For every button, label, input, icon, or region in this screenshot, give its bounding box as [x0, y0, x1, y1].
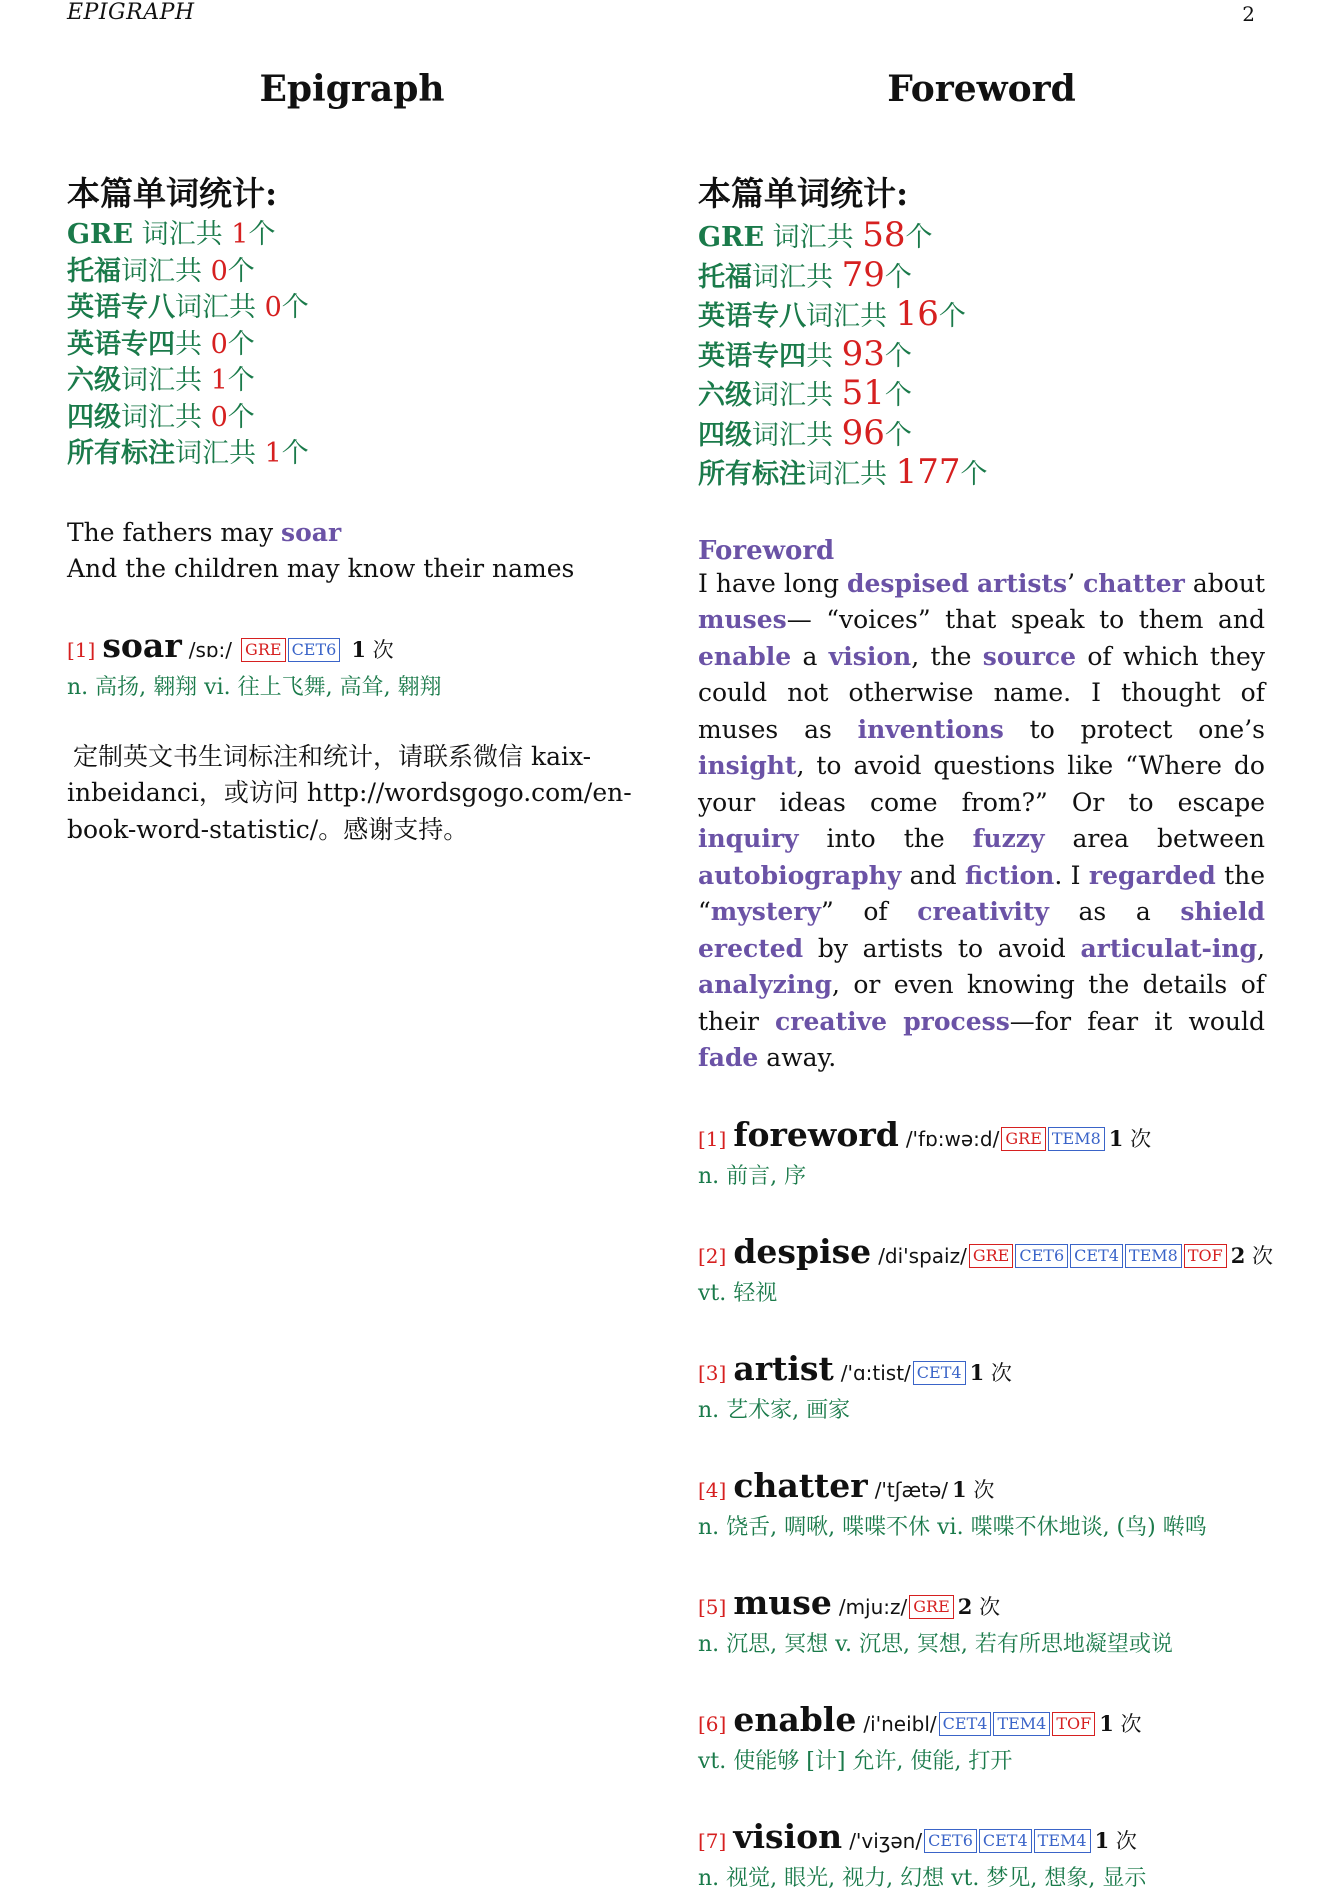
stat-line	[67, 217, 637, 254]
vocab-entry-head	[698, 1466, 1265, 1511]
stat-name: 所有标注	[67, 438, 175, 469]
text-run: into the	[798, 824, 973, 853]
occurrence-unit: 次	[972, 1594, 1001, 1619]
vocab-word: fiction	[965, 860, 1055, 890]
occurrence-unit: 次	[984, 1360, 1012, 1385]
occurrence-unit: 次	[966, 1477, 995, 1502]
vocab-entry	[698, 1583, 1265, 1662]
stat-unit: 个	[960, 459, 988, 490]
stat-label: 词汇共	[806, 301, 896, 332]
occurrence-count: 1	[1099, 1710, 1114, 1736]
text-run: the “	[698, 860, 1266, 926]
vocab-word: erected	[698, 933, 804, 963]
stat-line	[698, 375, 1265, 415]
definition: n. 饶舌, 啁啾, 喋喋不休 vi. 喋喋不休地谈, (鸟) 啭鸣	[698, 1514, 1207, 1540]
stat-line	[67, 400, 637, 437]
stat-line	[698, 296, 1265, 336]
text-run: I have long	[698, 568, 848, 598]
page-number: 2	[1242, 2, 1255, 26]
vocab-word: process	[903, 1006, 1010, 1036]
stat-count: 58	[862, 215, 906, 255]
definition: n. 前言, 序	[698, 1163, 807, 1189]
stat-line	[67, 327, 637, 364]
text-run: as a	[1048, 897, 1181, 926]
epigraph-title: Epigraph	[259, 68, 445, 110]
stat-label: 词汇共	[752, 261, 842, 293]
stat-name: GRE	[67, 219, 134, 250]
entry-index: [4]	[698, 1477, 727, 1502]
tag-list	[967, 1244, 1227, 1269]
text-run: and	[901, 860, 966, 890]
definition: vt. 轻视	[698, 1280, 778, 1306]
stat-count: 79	[841, 254, 885, 295]
stat-unit: 个	[227, 255, 255, 287]
vocab-entry	[67, 626, 637, 705]
stat-label: 词汇共	[175, 292, 265, 323]
pronunciation: /'ɑ:tist/	[840, 1360, 911, 1385]
stat-unit: 个	[227, 365, 255, 396]
tag-list	[937, 1712, 1096, 1737]
headword: despise	[733, 1231, 872, 1271]
vocab-entry-head	[698, 1349, 1265, 1394]
occurrence-count: 2	[1230, 1242, 1246, 1268]
text-run: ,	[1257, 933, 1265, 963]
occurrence-count: 1	[1108, 1125, 1124, 1151]
text-run: away.	[758, 1043, 837, 1072]
entry-index: [7]	[698, 1828, 727, 1853]
foreword-paragraph	[698, 566, 1265, 1077]
vocab-word: fade	[698, 1043, 759, 1072]
pronunciation: /'tʃætə/	[874, 1477, 949, 1502]
vocab-entry-head	[698, 1583, 1265, 1628]
exam-tag: GRE	[241, 638, 286, 662]
occurrence-count: 1	[351, 636, 366, 662]
epigraph-column	[67, 60, 637, 848]
stat-line	[698, 454, 1265, 494]
entry-index: [3]	[698, 1360, 727, 1385]
stat-line	[698, 217, 1265, 257]
text-run	[969, 569, 977, 598]
vocab-entry	[698, 1231, 1274, 1311]
occurrence-unit: 次	[365, 637, 394, 662]
stat-line	[67, 436, 637, 473]
vocab-word: articulat-ing	[1080, 933, 1258, 963]
stat-name: 四级	[67, 401, 121, 433]
text-run: a	[791, 641, 829, 671]
entry-index: [1]	[67, 637, 96, 662]
headword: foreword	[733, 1114, 899, 1154]
vocab-entry	[698, 1700, 1265, 1779]
vocab-entry-head	[698, 1231, 1274, 1277]
stat-name: 英语专八	[67, 292, 175, 323]
vocab-entry	[698, 1817, 1265, 1896]
vocab-word: mystery	[710, 897, 821, 926]
text-run: — “voices” that speak to them and	[786, 605, 1265, 634]
stat-count: 0	[210, 328, 228, 360]
vocab-word: regarded	[1088, 860, 1216, 890]
headword: muse	[733, 1582, 832, 1622]
stat-count: 51	[841, 373, 885, 413]
stat-name: 六级	[698, 380, 752, 411]
stat-unit: 个	[938, 301, 966, 332]
vocab-word: analyzing	[698, 970, 832, 999]
stat-count: 16	[895, 294, 939, 334]
exam-tag: CET6	[924, 1829, 977, 1853]
contact-note: 定制英文书生词标注和统计，请联系微信 kaix-inbeidanci，或访问 http://wordsgogo.com/en-book-word-statistic/。感谢支持。	[67, 741, 632, 844]
stat-count: 0	[210, 255, 228, 287]
stat-unit: 个	[884, 380, 912, 411]
pronunciation: /'viʒən/	[849, 1828, 923, 1853]
text-run: to protect one’s	[1003, 714, 1265, 744]
exam-tag: TOF	[1184, 1244, 1227, 1268]
stat-name: 六级	[67, 365, 121, 396]
vocab-word: despised	[847, 568, 969, 598]
running-head: EPIGRAPH	[67, 0, 195, 25]
occurrence-unit: 次	[1123, 1126, 1152, 1151]
stats-list	[698, 217, 1265, 494]
stat-label: 词汇共	[806, 459, 896, 490]
vocab-word: inquiry	[698, 824, 799, 853]
definition: n. 高扬, 翱翔 vi. 往上飞舞, 高耸, 翱翔	[67, 674, 442, 700]
occurrence-count: 1	[969, 1359, 985, 1385]
exam-tag: GRE	[1001, 1127, 1046, 1151]
stat-unit: 个	[227, 328, 255, 360]
exam-tag: CET4	[939, 1712, 992, 1736]
headword: vision	[733, 1816, 843, 1856]
vocab-word: insight	[698, 751, 797, 780]
occurrence-unit: 次	[1109, 1828, 1137, 1853]
definition: n. 艺术家, 画家	[698, 1397, 851, 1423]
stat-name: GRE	[698, 222, 765, 253]
stats-title: 本篇单词统计:	[698, 174, 909, 213]
stat-line	[698, 254, 1265, 297]
exam-tag: CET4	[979, 1829, 1032, 1853]
stat-label: 词汇共	[121, 255, 211, 287]
vocab-entries	[698, 1114, 1274, 1896]
vocab-word: creative	[775, 1006, 888, 1036]
text-run: by artists to avoid	[803, 933, 1081, 963]
exam-tag: TEM4	[993, 1712, 1050, 1736]
stat-label: 词汇共	[764, 222, 863, 253]
tag-list	[907, 1595, 954, 1620]
text-run: about	[1184, 568, 1265, 598]
stats-list	[67, 217, 637, 473]
entry-index: [5]	[698, 1594, 727, 1619]
vocab-entry-head	[698, 1115, 1265, 1160]
stat-unit: 个	[227, 401, 255, 433]
text-run: , the	[911, 641, 983, 671]
stat-count: 0	[210, 401, 228, 433]
stat-unit: 个	[884, 419, 912, 451]
stat-line	[698, 412, 1265, 455]
tag-list	[999, 1127, 1104, 1152]
occurrence-unit: 次	[1245, 1243, 1274, 1268]
exam-tag: TOF	[1052, 1712, 1095, 1736]
stat-count: 0	[264, 292, 282, 323]
text-run: area between	[1044, 824, 1265, 853]
tag-list	[239, 638, 340, 663]
occurrence-count: 2	[957, 1593, 973, 1619]
stat-label: 词汇共	[752, 380, 842, 411]
vocab-word: artists	[976, 568, 1068, 598]
vocab-word: shield	[1180, 897, 1265, 926]
text-run: . I	[1054, 860, 1089, 890]
text-run: ’	[1067, 568, 1084, 598]
stat-count: 96	[841, 412, 885, 453]
stat-count: 1	[231, 219, 249, 250]
exam-tag: CET4	[1070, 1244, 1123, 1268]
vocab-entry	[698, 1115, 1265, 1194]
stat-count: 1	[210, 365, 228, 396]
stat-line	[67, 254, 637, 291]
epigraph-poem	[67, 515, 637, 588]
definition: n. 视觉, 眼光, 视力, 幻想 vt. 梦见, 想象, 显示	[698, 1865, 1147, 1891]
stat-count: 1	[264, 438, 282, 469]
occurrence-count: 1	[952, 1476, 967, 1502]
headword: artist	[733, 1348, 834, 1388]
stats-title: 本篇单词统计:	[67, 174, 278, 213]
headword: enable	[733, 1699, 857, 1739]
tag-list	[911, 1361, 966, 1386]
text-run: —for fear it would	[1009, 1006, 1265, 1036]
vocab-entry	[698, 1349, 1265, 1428]
stat-unit: 个	[248, 219, 276, 250]
vocab-word: vision	[828, 641, 912, 671]
vocab-entry-head	[698, 1817, 1265, 1862]
stat-name: 四级	[698, 419, 752, 451]
vocab-word: inventions	[857, 714, 1004, 744]
text-run: of which they could not otherwise name. I thought of muses as	[698, 641, 1265, 744]
stat-name: 所有标注	[698, 459, 806, 490]
entry-index: [6]	[698, 1711, 727, 1736]
stat-count: 93	[841, 333, 885, 374]
vocab-entry	[698, 1466, 1265, 1545]
headword: soar	[102, 625, 182, 665]
stat-label: 词汇共	[133, 219, 232, 250]
stat-name: 英语专四	[698, 340, 806, 372]
entry-index: [2]	[698, 1243, 727, 1268]
foreword-title: Foreword	[887, 68, 1076, 110]
stat-label: 词汇共	[752, 419, 842, 451]
text-run: ” of	[821, 897, 918, 926]
vocab-entry-head	[698, 1700, 1265, 1745]
stat-name: 英语专八	[698, 301, 806, 332]
exam-tag: CET6	[288, 638, 341, 662]
vocab-word: muses	[698, 605, 787, 634]
stat-label: 词汇共	[121, 365, 211, 396]
occurrence-count: 1	[1094, 1827, 1110, 1853]
text-run: , or even knowing the details of their	[698, 970, 1265, 1036]
entry-index: [1]	[698, 1126, 727, 1151]
section-label: Foreword	[698, 535, 835, 566]
vocab-word: autobiography	[698, 860, 902, 890]
stat-line	[67, 290, 637, 327]
exam-tag: TEM8	[1125, 1244, 1182, 1268]
vocab-word: enable	[698, 641, 792, 671]
vocab-word: source	[982, 641, 1076, 671]
poem-line-1: The fathers may soar	[67, 517, 342, 547]
vocab-word: fuzzy	[972, 824, 1045, 853]
stat-label: 词汇共	[121, 401, 211, 433]
epigraph-stats	[67, 168, 637, 473]
stat-count: 177	[895, 452, 961, 492]
stat-unit: 个	[281, 438, 309, 469]
exam-tag: CET4	[913, 1361, 966, 1385]
foreword-column	[698, 60, 1274, 1896]
stat-line	[67, 363, 637, 400]
pronunciation: /mju:z/	[838, 1594, 908, 1619]
stat-label: 共	[175, 328, 211, 360]
definition: n. 沉思, 冥想 v. 沉思, 冥想, 若有所思地凝望或说	[698, 1631, 1173, 1657]
pronunciation: /sɒ:/	[188, 637, 233, 662]
definition: vt. 使能够 [计] 允许, 使能, 打开	[698, 1748, 1013, 1774]
foreword-stats	[698, 168, 1265, 494]
stat-label: 共	[806, 340, 842, 372]
pronunciation: /di'spaiz/	[878, 1243, 967, 1268]
vocab-word: chatter	[1083, 568, 1185, 598]
text-run	[887, 1007, 903, 1036]
stat-unit: 个	[281, 292, 309, 323]
vocab-word: creativity	[917, 897, 1049, 926]
stat-line	[698, 333, 1265, 376]
text-run: , to avoid questions like “Where do your ideas come from?” Or to escape	[698, 751, 1265, 817]
headword: chatter	[733, 1465, 868, 1505]
stat-label: 词汇共	[175, 438, 265, 469]
exam-tag: TEM8	[1048, 1127, 1105, 1151]
exam-tag: GRE	[969, 1244, 1014, 1268]
stat-name: 托福	[67, 255, 121, 287]
poem-line-2: And the children may know their names	[67, 554, 575, 583]
pronunciation: /'fɒ:wə:d/	[905, 1126, 1000, 1151]
exam-tag: GRE	[909, 1595, 954, 1619]
pronunciation: /i'neibl/	[863, 1711, 937, 1736]
stat-unit: 个	[884, 340, 912, 372]
stat-name: 英语专四	[67, 328, 175, 360]
vocab-word: soar	[281, 517, 342, 547]
stat-name: 托福	[698, 261, 752, 293]
exam-tag: CET6	[1015, 1244, 1068, 1268]
occurrence-unit: 次	[1113, 1711, 1142, 1736]
tag-list	[922, 1829, 1090, 1854]
vocab-entry-head	[67, 626, 637, 671]
exam-tag: TEM4	[1034, 1829, 1091, 1853]
stat-unit: 个	[905, 222, 933, 253]
stat-unit: 个	[884, 261, 912, 293]
